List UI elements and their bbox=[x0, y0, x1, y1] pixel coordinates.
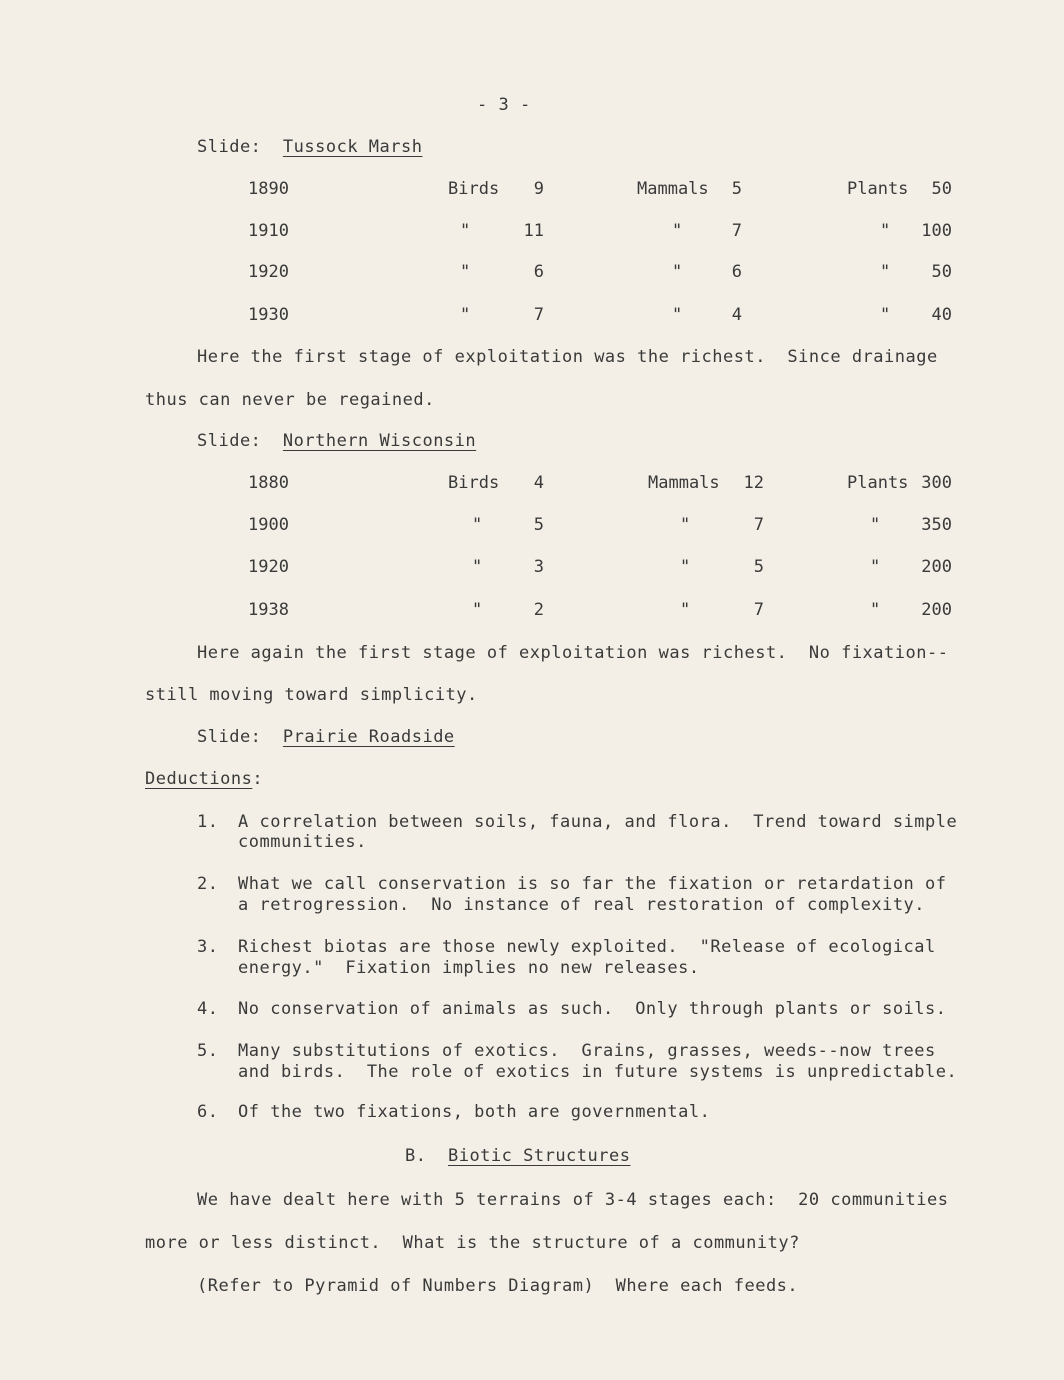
slide-heading-3 bbox=[197, 727, 455, 747]
deductions-label: Deductions bbox=[145, 769, 253, 789]
item-number: 2. bbox=[197, 874, 219, 894]
item-line: No conservation of animals as such. Only through plants or soils. bbox=[238, 999, 947, 1019]
item-line: Of the two fixations, both are governmental. bbox=[238, 1102, 711, 1122]
item-line: A correlation between soils, fauna, and flora. Trend toward simple bbox=[238, 812, 958, 832]
plants-label: " bbox=[870, 515, 881, 535]
year-cell: 1938 bbox=[248, 600, 289, 620]
birds-value: 11 bbox=[523, 221, 544, 241]
deductions-colon: : bbox=[252, 769, 264, 789]
mammals-label: " bbox=[672, 262, 683, 282]
paragraph-line: thus can never be regained. bbox=[145, 390, 435, 410]
plants-value: 350 bbox=[921, 515, 952, 535]
item-number: 3. bbox=[197, 937, 219, 957]
paragraph-line: We have dealt here with 5 terrains of 3-4 stages each: 20 communities bbox=[197, 1190, 949, 1210]
slide-prefix: Slide: bbox=[197, 431, 262, 451]
birds-value: 2 bbox=[533, 600, 544, 620]
birds-label: Birds bbox=[448, 179, 500, 199]
slide-title: Tussock Marsh bbox=[282, 137, 423, 157]
item-line: communities. bbox=[238, 832, 367, 852]
birds-value: 4 bbox=[533, 473, 544, 493]
birds-label: " bbox=[460, 221, 471, 241]
slide-title: Prairie Roadside bbox=[282, 727, 455, 747]
birds-label: " bbox=[472, 515, 483, 535]
deductions-heading bbox=[145, 769, 263, 789]
birds-value: 9 bbox=[533, 179, 544, 199]
paragraph-line: more or less distinct. What is the structure of a community? bbox=[145, 1233, 800, 1253]
mammals-value: 5 bbox=[753, 557, 764, 577]
item-line: energy." Fixation implies no new releases. bbox=[238, 958, 700, 978]
paragraph-line: Here the first stage of exploitation was the richest. Since drainage bbox=[197, 347, 938, 367]
birds-value: 7 bbox=[533, 305, 544, 325]
plants-label: " bbox=[880, 262, 891, 282]
year-cell: 1920 bbox=[248, 557, 289, 577]
paragraph-line: Here again the first stage of exploitation was richest. No fixation-- bbox=[197, 643, 949, 663]
mammals-value: 7 bbox=[731, 221, 742, 241]
birds-label: Birds bbox=[448, 473, 500, 493]
item-line: What we call conservation is so far the fixation or retardation of bbox=[238, 874, 947, 894]
year-cell: 1880 bbox=[248, 473, 289, 493]
year-cell: 1890 bbox=[248, 179, 289, 199]
mammals-value: 4 bbox=[731, 305, 742, 325]
slide-heading-1 bbox=[197, 137, 422, 157]
plants-label: " bbox=[880, 305, 891, 325]
section-title: Biotic Structures bbox=[447, 1146, 631, 1166]
item-line: and birds. The role of exotics in future systems is unpredictable. bbox=[238, 1062, 958, 1082]
slide-prefix: Slide: bbox=[197, 727, 262, 747]
year-cell: 1920 bbox=[248, 262, 289, 282]
plants-value: 50 bbox=[931, 262, 952, 282]
plants-label: " bbox=[870, 600, 881, 620]
item-number: 1. bbox=[197, 812, 219, 832]
item-line: Richest biotas are those newly exploited. "Release of ecological bbox=[238, 937, 936, 957]
item-number: 4. bbox=[197, 999, 219, 1019]
plants-value: 100 bbox=[921, 221, 952, 241]
birds-label: " bbox=[472, 600, 483, 620]
mammals-label: " bbox=[680, 600, 691, 620]
page-number: - 3 - bbox=[477, 95, 531, 115]
slide-title: Northern Wisconsin bbox=[282, 431, 477, 451]
plants-label: " bbox=[870, 557, 881, 577]
plants-value: 40 bbox=[931, 305, 952, 325]
plants-value: 200 bbox=[921, 557, 952, 577]
year-cell: 1930 bbox=[248, 305, 289, 325]
birds-label: " bbox=[472, 557, 483, 577]
item-line: a retrogression. No instance of real restoration of complexity. bbox=[238, 895, 926, 915]
paragraph-line: (Refer to Pyramid of Numbers Diagram) Where each feeds. bbox=[197, 1276, 799, 1296]
year-cell: 1900 bbox=[248, 515, 289, 535]
plants-value: 200 bbox=[921, 600, 952, 620]
mammals-label: Mammals bbox=[648, 473, 720, 493]
section-letter: B. bbox=[405, 1146, 427, 1166]
plants-label: " bbox=[880, 221, 891, 241]
paragraph-line: still moving toward simplicity. bbox=[145, 685, 478, 705]
slide-prefix: Slide: bbox=[197, 137, 262, 157]
mammals-label: Mammals bbox=[637, 179, 709, 199]
mammals-label: " bbox=[672, 305, 683, 325]
plants-value: 50 bbox=[931, 179, 952, 199]
section-b-heading bbox=[405, 1146, 630, 1166]
mammals-value: 6 bbox=[731, 262, 742, 282]
birds-value: 5 bbox=[533, 515, 544, 535]
mammals-value: 12 bbox=[743, 473, 764, 493]
item-number: 6. bbox=[197, 1102, 219, 1122]
mammals-value: 7 bbox=[753, 600, 764, 620]
mammals-label: " bbox=[672, 221, 683, 241]
item-line: Many substitutions of exotics. Grains, grasses, weeds--now trees bbox=[238, 1041, 936, 1061]
item-number: 5. bbox=[197, 1041, 219, 1061]
plants-label: Plants bbox=[847, 179, 909, 199]
mammals-label: " bbox=[680, 515, 691, 535]
slide-heading-2 bbox=[197, 431, 476, 451]
plants-label: Plants bbox=[847, 473, 909, 493]
mammals-value: 5 bbox=[731, 179, 742, 199]
birds-value: 6 bbox=[533, 262, 544, 282]
birds-label: " bbox=[460, 305, 471, 325]
birds-label: " bbox=[460, 262, 471, 282]
year-cell: 1910 bbox=[248, 221, 289, 241]
plants-value: 300 bbox=[921, 473, 952, 493]
birds-value: 3 bbox=[533, 557, 544, 577]
mammals-label: " bbox=[680, 557, 691, 577]
mammals-value: 7 bbox=[753, 515, 764, 535]
